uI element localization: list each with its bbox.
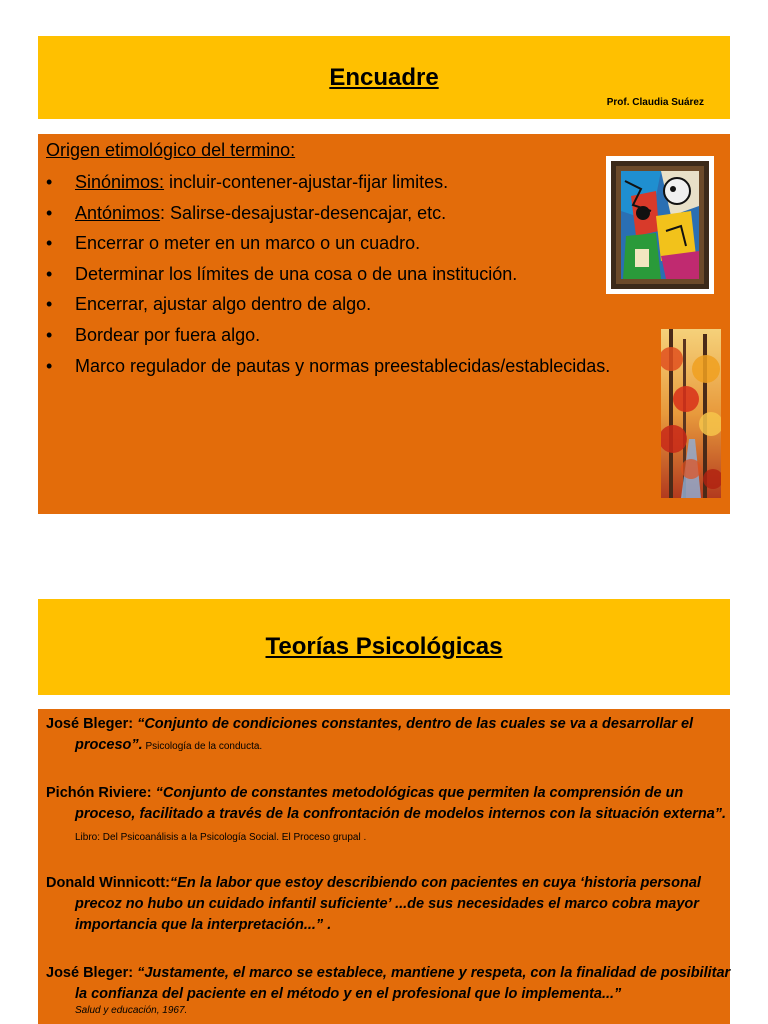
quote-author: Pichón Riviere: [46,785,156,801]
autumn-painting-graphic [661,329,721,498]
quote-text: “Justamente, el marco se establece, mantiene y respeta, con la finalidad de posibilitar la confianza del paciente en el método y en el profesional que lo implementa...” [75,965,731,1002]
quote-text: “Conjunto de condiciones constantes, dentro de las cuales se va a desarrollar el proceso”. [75,716,694,753]
list-item-text: Bordear por fuera algo. [75,324,261,345]
list-item-text: Determinar los límites de una cosa o de una institución. [75,263,518,284]
slide1-header [38,36,730,119]
quote-item [46,963,745,1017]
quote-source: Salud y educación, 1967. [75,1005,188,1016]
slide1-body [38,134,730,514]
list-item-text: : Salirse-desajustar-desencajar, etc. [160,202,447,223]
slide2-body [38,709,730,1024]
list-item [46,198,610,229]
list-item-text: Encerrar, ajustar algo dentro de algo. [75,294,372,315]
list-item-text: Encerrar o meter en un marco o un cuadro. [75,233,421,254]
slide1-title: Encuadre [329,64,439,91]
bullet-icon: • [46,202,53,223]
slide1-heading: Origen etimológico del termino: [46,140,296,160]
bullet-icon: • [46,172,53,192]
slide1-author: Prof. Claudia Suárez [606,97,704,108]
bullet-icon: • [46,355,53,376]
bullet-icon: • [46,263,53,284]
quote-text: “Conjunto de constantes metodológicas que permiten la comprensión de un proceso, facilitado a través de la confrontación de modelos internos con la situación externa”. [75,785,727,822]
definition-list [46,167,610,381]
slide2-header [38,599,730,695]
list-item-label: Antónimos [75,202,161,223]
quote-source: Libro: Del Psicoanálisis a la Psicología Social. El Proceso grupal . [75,832,367,843]
list-item [46,351,610,382]
quote-author: José Bleger: [46,965,138,981]
list-item-text: Marco regulador de pautas y normas preestablecidas/establecidas. [75,355,611,376]
quote-author: José Bleger: [46,716,138,732]
autumn-painting-image [661,329,721,498]
list-item [46,320,610,351]
cubist-painting-graphic [611,161,709,289]
quote-author: Donald Winnicott: [46,875,170,891]
list-item-label: Sinónimos: [75,172,165,192]
list-item [46,259,610,290]
bullet-icon: • [46,233,53,254]
slide2-title: Teorías Psicológicas [265,633,503,660]
quote-item [46,873,745,937]
bullet-icon: • [46,324,53,345]
list-item [46,289,610,320]
quote-item [46,714,745,757]
quote-item [46,783,745,848]
list-item [46,167,610,198]
list-item [46,228,610,259]
quote-source: Psicología de la conducta. [142,741,263,752]
cubist-painting-image [606,156,714,294]
quote-text: “En la labor que estoy describiendo con pacientes en cuya ‘historia personal precoz no hubo un cuidado infantil suficiente’ ...de sus necesidades el marco cobra mayor importancia que la interpretación...” . [75,875,701,933]
bullet-icon: • [46,294,53,315]
list-item-text: incluir-contener-ajustar-fijar limites. [164,172,449,192]
